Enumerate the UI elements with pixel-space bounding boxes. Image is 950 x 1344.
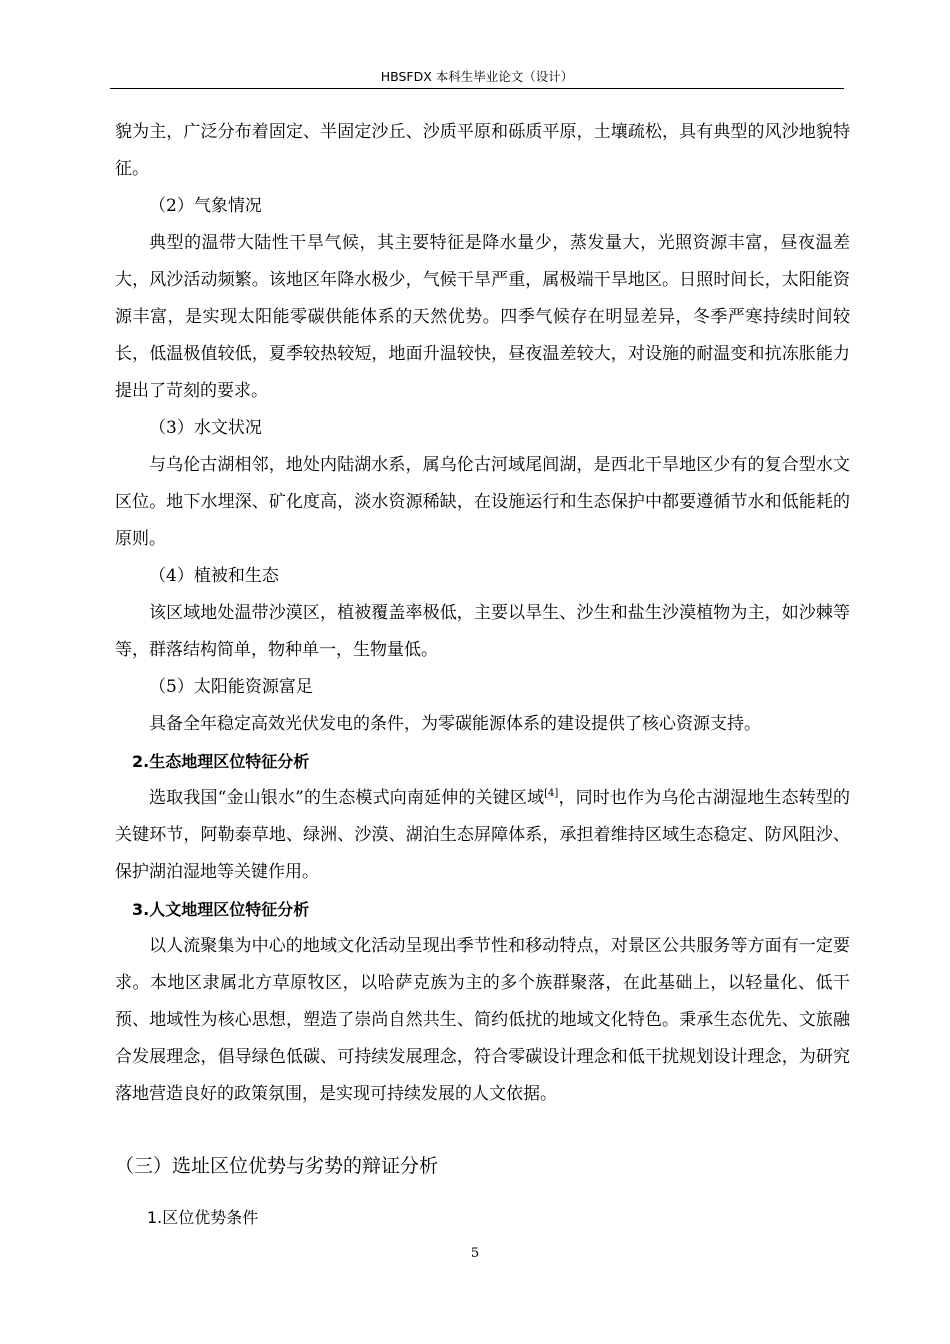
section-heading-analysis: （三）选址区位优势与劣势的辩证分析 — [115, 1155, 439, 1177]
heading-ecological-location: 2.生态地理区位特征分析 — [132, 752, 310, 771]
paragraph-ecological-location — [115, 780, 850, 891]
running-header: HBSFDX 本科生毕业论文（设计） — [380, 69, 574, 84]
header-rule — [110, 88, 844, 89]
subheading-solar: （5）太阳能资源富足 — [149, 677, 313, 697]
body-block-1 — [115, 114, 850, 1113]
paragraph-eco-text-a: 选取我国“金山银水”的生态模式向南延伸的关键区域 — [149, 788, 545, 808]
paragraph-hydrology: 与乌伦古湖相邻，地处内陆湖水系，属乌伦古河域尾闾湖，是西北干旱地区少有的复合型水文区位。地下水埋深、矿化度高，淡水资源稀缺，在设施运行和生态保护中都要遵循节水和低能耗的原则。 — [115, 455, 850, 549]
paragraph-eco-text-b: ，同时也作为乌伦古湖湿地生态转型的关键环节，阿勒泰草地、绿洲、沙漠、湖泊生态屏障体系，承担着维持区域生态稳定、防风阻沙、保护湖泊湿地等关键作用。 — [115, 788, 850, 882]
citation-ref: [4] — [544, 788, 559, 799]
paragraph-vegetation: 该区域地处温带沙漠区，植被覆盖率极低，主要以旱生、沙生和盐生沙漠植物为主，如沙棘等等，群落结构简单，物种单一，生物量低。 — [115, 603, 850, 660]
subheading-vegetation: （4）植被和生态 — [149, 566, 279, 586]
heading-human-location: 3.人文地理区位特征分析 — [132, 900, 310, 919]
paragraph-climate: 典型的温带大陆性干旱气候，其主要特征是降水量少，蒸发量大，光照资源丰富，昼夜温差大，风沙活动频繁。该地区年降水极少，气候干旱严重，属极端干旱地区。日照时间长，太阳能资源丰富，是实现太阳能零碳供能体系的天然优势。四季气候存在明显差异，冬季严寒持续时间较长，低温极值较低，夏季较热较短，地面升温较快，昼夜温差较大，对设施的耐温变和抗冻胀能力提出了苛刻的要求。 — [115, 233, 850, 401]
subheading-hydrology: （3）水文状况 — [149, 418, 262, 438]
paragraph-human-location: 以人流聚集为中心的地域文化活动呈现出季节性和移动特点，对景区公共服务等方面有一定要求。本地区隶属北方草原牧区，以哈萨克族为主的多个族群聚落，在此基础上，以轻量化、低干预、地域性为核心思想，塑造了崇尚自然共生、简约低扰的地域文化特色。秉承生态优先、文旅融合发展理念，倡导绿色低碳、可持续发展理念，符合零碳设计理念和低干扰规划设计理念，为研究落地营造良好的政策氛围，是实现可持续发展的人文依据。 — [115, 936, 850, 1104]
paragraph-solar: 具备全年稳定高效光伏发电的条件，为零碳能源体系的建设提供了核心资源支持。 — [149, 714, 761, 734]
paragraph-landform: 貌为主，广泛分布着固定、半固定沙丘、沙质平原和砾质平原，土壤疏松，具有典型的风沙地貌特征。 — [115, 122, 850, 179]
page-number: 5 — [470, 1246, 480, 1261]
subheading-climate: （2）气象情况 — [149, 196, 262, 216]
heading-location-advantage: 1.区位优势条件 — [147, 1208, 259, 1227]
